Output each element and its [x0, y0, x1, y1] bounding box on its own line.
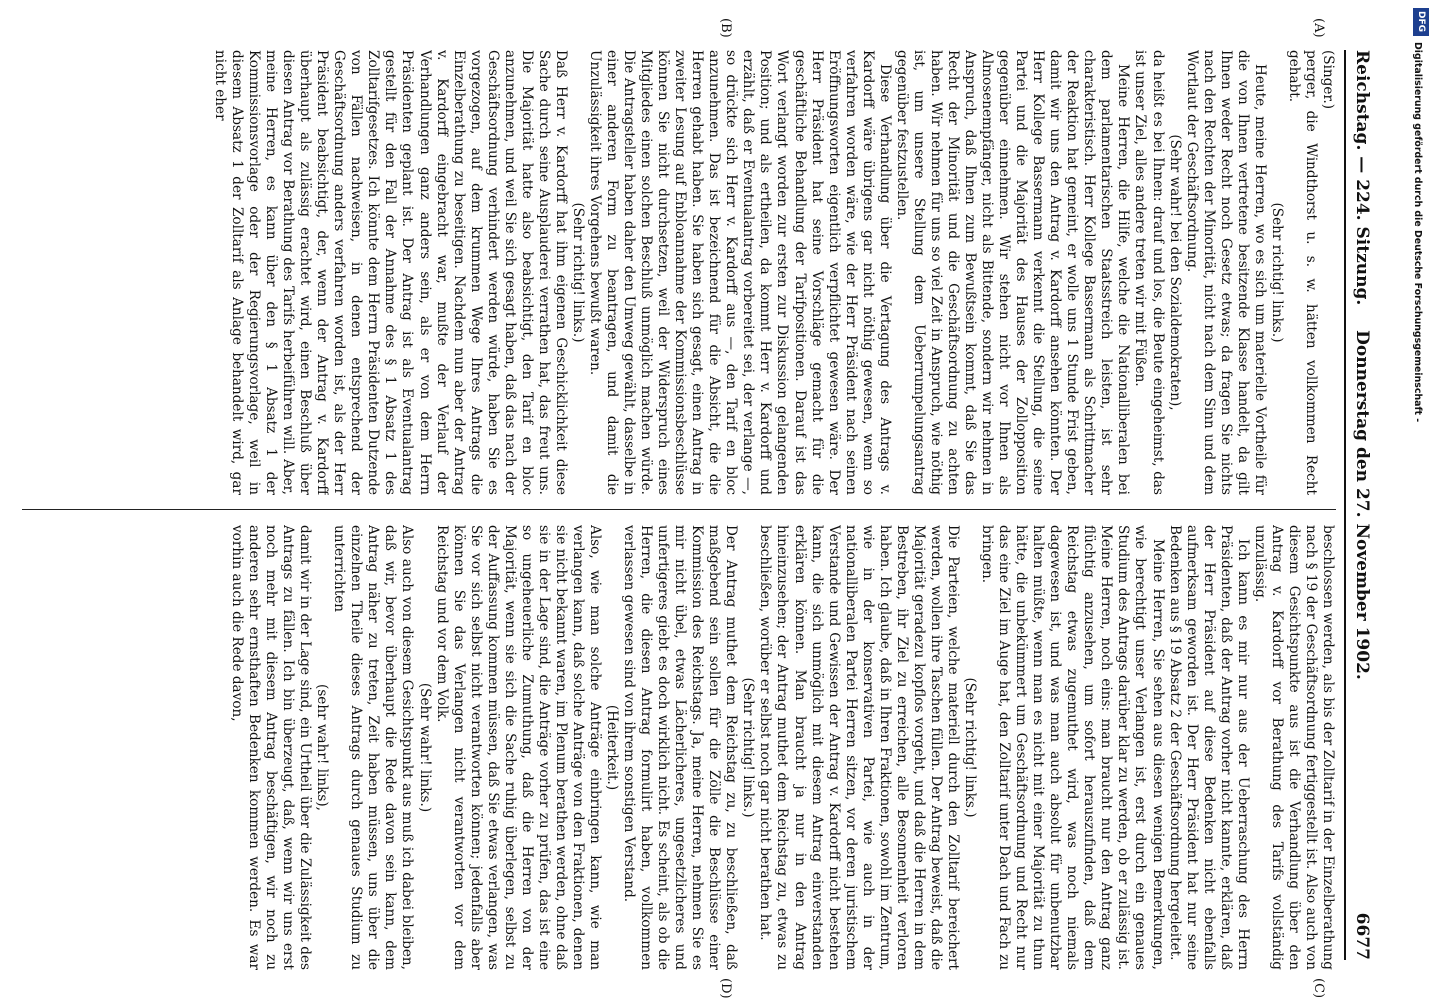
paragraph: Daß Herr v. Kardorff hat ihm eigenen Geschicklichkeit diese Sache durch seine Ausplauderei verrathen hat, das freut uns. Die Majorität hatte also beabsichtigt, den Tarif en bloc anzunehmen, und weil Sie sich gesagt haben, daß das nach der Geschäftsordnung verhindert werden würde, haben Sie es vorgezogen, auf dem krummen Wege Ihres Antrags die Einzelberathung zu beseitigen. Nachdem nun aber der Antrag v. Kardorff eingebracht war, mußte der Verlauf der Verhandlungen ganz anders sein, als er von dem Herrn Präsidenten geplant ist. Der Antrag ist als Eventualantrag gestellt für den Fall der Annahme des § 1 Absatz 1 des Zolltarifgesetzes. Ich könnte dem Herrn Präsidenten Dutzende von Fällen nachweisen, in denen entsprechend der Geschäftsordnung anders verfahren worden ist, als der Herr Präsident beabsichtigt, der, wenn der Antrag v. Kardorff überhaupt als zulässig erachtet wird, einen Beschluß über diesen Antrag vor Berathung des Tarifs herbeiführen will. Aber, meine Herren, es kann über den § 1 Absatz 1 der Kommissionsvorlage oder der Regierungsvorlage, weil in diesem Absatz 1 der Zolltarif als Anlage behandelt wird, gar nicht eher: [211, 50, 569, 495]
interjection: (Sehr richtig! links.): [569, 202, 586, 343]
interjection: (Sehr richtig! links.): [962, 677, 979, 818]
margin-mark-a: (A): [1311, 18, 1326, 38]
interjection: (Sehr richtig! links.): [1268, 202, 1285, 343]
interjection: (Heiterkeit.): [604, 704, 621, 791]
paragraph: da heißt es bei Ihnen: drauf und los, die Beute eingeheimst, das ist unser Ziel, alles andere treten wir mit Füßen.: [1132, 50, 1166, 495]
paragraph: Meine Herren, die Hilfe, welche die Nationalliberalen bei dem parlamentarischen Staatsstreich leisten, ist sehr charakteristisch. Herr Kollege Bassermann als Schrittmacher der Reaktion hat gemeint, er wolle uns 1 Stunde Frist geben, damit wir uns den Antrag v. Kardorff ansehen könnten. Der Herr Kollege Bassermann verkennt die Stellung, die seine Partei und die Majorität des Hauses der Zollopposition gegenüber einnehmen. Wir stehen nicht vor Ihnen als Almosenempfänger, nicht als Bittende, sondern wir nehmen in Anspruch, daß Ihnen zum Bewußtsein kommt, daß Sie das Recht der Minorität und die Geschäftsordnung zu achten haben. Wir nehmen für uns so viel Zeit in Anspruch, wie nöthig ist, um unsere Stellung dem Ueberrumpelungsantrag gegenüber festzustellen.: [893, 50, 1132, 495]
header-date: Donnerstag den 27. November 1902.: [1352, 330, 1372, 680]
paragraph: Diese Verhandlung über die Vertagung des Antrags v. Kardorff wäre übrigens gar nicht nöthig gewesen, wenn so verfahren worden wäre, wie der Herr Präsident nach seinen Eröffnungsworten eigentlich verpflichtet gewesen wäre. Der Herr Präsident hat seine Vorschläge gemacht für die geschäftliche Behandlung der Tarifpositionen. Darauf ist das Wort verlangt worden zur ersten zur Diskussion gelangenden Position; und als ertheilen, da kommt Herr v. Kardorff und erzählt, daß er Eventualantrag vorbereitet sei, der verlange —, so drückte sich Herr v. Kardorff aus —, den Tarif en bloc anzunehmen. Das ist bezeichnend für die Absicht, die die Herren gehabt haben. Sie haben sich gesagt, einen Antrag in zweiter Lesung auf Enbloannahme der Kommissionsbeschlüsse können Sie nicht durchsetzen, weil der Widerspruch eines Mitgliedes einen solchen Beschluß unmöglich machen würde. Die Antragsteller haben daher den Umweg gewählt, dasselbe in einer anderen Form zu beantragen, und damit die Unzulässigkeit ihres Vorgehens bewußt waren.: [586, 50, 893, 495]
interjection: (Sehr richtig! links.): [740, 677, 757, 818]
margin-mark-c: (C): [1311, 978, 1326, 999]
margin-mark-b: (B): [718, 18, 733, 38]
page-number: 6677: [1352, 912, 1372, 960]
page-header: [1344, 50, 1380, 960]
right-column: [22, 525, 1336, 970]
interjection: (Sehr wahr! links.): [416, 682, 433, 813]
paragraph: Der Antrag muthet dem Reichstag zu, zu beschließen, daß maßgebend sein sollen für die Zölle die Beschlüsse einer Kommission des Reichstags. Ja, meine Herren, nehmen Sie es mir nicht übel, etwas Lächerlicheres, ungesetzlicheres und unfertigeres giebt es doch wirklich nicht. Es scheint, als ob die Herren, die diesen Antrag formulirt haben, vollkommen verlassen gewesen sind von ihrem sonstigen Verstand.: [621, 525, 740, 970]
interjection: (sehr wahr! links),: [314, 684, 331, 811]
digitization-note: Digitalisierung gefördert durch die Deutsche Forschungsgemeinschaft -: [1412, 42, 1423, 423]
paragraph: beschlossen werden, als bis der Zolltarif in der Einzelberathung nach § 19 der Geschäftsordnung fertiggestellt ist. Also auch von diesem Gesichtspunkte aus ist die Verhandlung über den Antrag v. Kardorff vor Berathung des Tarifs vollständig unzulässig.: [1251, 525, 1336, 970]
paragraph: Die Parteien, welche materiell durch den Zolltarif bereichert werden, wollen ihre Taschen füllen. Der Antrag beweist, daß die Majorität geradezu kopflos vorgeht, und daß die Herren in dem Bestreben, ihr Ziel zu erreichen, alle Besonnenheit verloren haben. Ich glaube, daß in Ihren Fraktionen, sowohl im Zentrum, wie in der konservativen Partei, wie auch in der nationalliberalen Partei Herren sitzen, vor deren juristischem Verstande und Gewissen der Antrag v. Kardorff nicht bestehen kann, die sich unmöglich mit diesem Antrag einverstanden erklären können. Man braucht ja nur in den Antrag hineinzusehen; der Antrag muthet dem Reichstag zu, etwas zu beschließen, worüber er selbst noch gar nicht berathen hat.: [757, 525, 961, 970]
interjection: (Sehr wahr! bei den Sozialdemokraten),: [1166, 134, 1183, 411]
paragraph: perger, die Windthorst u. s. w. hätten vollkommen Recht gehabt.: [1285, 50, 1319, 495]
paragraph: Also auch von diesem Gesichtspunkt aus muß ich dabei bleiben, daß wir, bevor überhaupt die Rede davon sein kann, dem Antrag näher zu treten, Zeit haben müssen, uns über die einzelnen Theile dieses Antrags durch genaues Studium zu unterrichten: [331, 525, 416, 970]
speaker-label: (Singer.): [1320, 50, 1336, 110]
digitization-stamp: [1408, 0, 1434, 1000]
margin-mark-d: (D): [718, 978, 733, 999]
paragraph: Meine Herren, Sie sehen aus diesen wenigen Bemerkungen, wie berechtigt unser Verlangen ist, erst durch ein genaues Studium des Antrags darüber klar zu werden, ob er zulässig ist. Meine Herren, noch eins: man braucht nur den Antrag ganz flüchtig anzusehen, um sofort herauszufinden, daß dem Reichstag etwas zugemuthet wird, was noch niemals dagewesen ist, und was man auch absolut für unbenutzbar halten müßte, wenn man es nicht mit einer Majorität zu thun hätte, die unbekümmert um Geschäftsordnung und Recht nur das eine Ziel im Auge hat, den Zolltarif unter Dach und Fach zu bringen.: [979, 525, 1166, 970]
left-column: [22, 50, 1336, 495]
paragraph: Ich kann es mir nur aus der Ueberraschung des Herrn Präsidenten, daß der Antrag vorher nicht kannte, erklären, daß der Herr Präsident auf diese Bedenken nicht ebenfalls aufmerksam geworden ist. Der Herr Präsident hat nur seine Bedenken aus § 19 Absatz 2 der Geschäftsordnung hergeleitet.: [1166, 525, 1251, 970]
header-left: Reichstag. — 224. Sitzung.: [1352, 50, 1372, 306]
paragraph: Heute, meine Herren, wo es sich um materielle Vortheile für die von Ihnen vertretene besitzende Klasse handelt, da gilt Ihnen weder Recht noch Gesetz etwas; da fragen Sie nichts nach den Rechten der Minorität, nicht nach dem Sinn und dem Wortlaut der Geschäftsordnung.: [1183, 50, 1268, 495]
column-divider: [22, 509, 1336, 510]
paragraph: Also, wie man solche Anträge einbringen kann, wie man verlangen kann, daß solche Anträge von den Fraktionen, denen sie nicht bekannt waren, im Plenum berathen werden, ohne daß sie in der Lage sind, die Anträge vorher zu prüfen, das ist eine so ungeheuerliche Zumuthung, daß die Herren von der Majorität, wenn sie sich die Sache ruhig überlegen, selbst zu der Auffassung kommen müssen, daß Sie etwas verlangen, was Sie vor sich selbst nicht verantworten können; jedenfalls aber können Sie das Verlangen nicht verantworten vor dem Reichstag und vor dem Volk.: [433, 525, 603, 970]
paragraph: damit wir in der Lage sind, ein Urtheil über die Zulässigkeit des Antrags zu fällen. Ich bin überzeugt, daß, wenn wir uns erst noch mehr mit diesem Antrag beschäftigen, wir noch zu anderen sehr ernsthaften Bedenken kommen werden. Es war vorhin auch die Rede davon,: [229, 525, 314, 970]
dfg-logo: DFG: [1413, 8, 1429, 36]
